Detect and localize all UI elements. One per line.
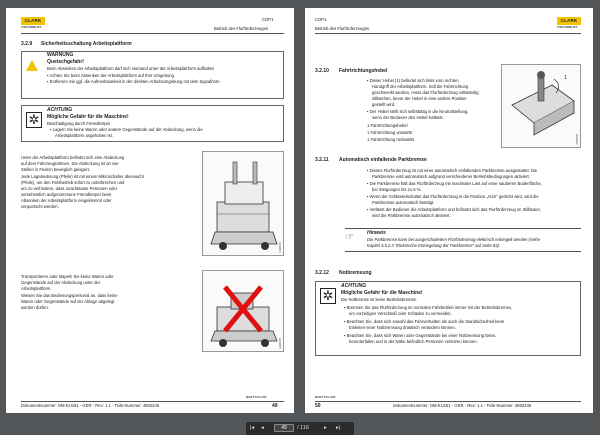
attention-bullet: herunterfallen und in der Nähe befindlich Personen verletzen können. <box>349 339 478 344</box>
warning-title: Quetschgefahr! <box>47 59 84 65</box>
body-line: Dieser Hebel (1) befindet sich links vom rechten <box>369 78 459 83</box>
body-line: auf dem Fahrzeugrahmen. Die Abdeckung ist an vier <box>21 161 119 166</box>
attention-bullet-2: Arbeitsplattform angehoben ist. <box>55 133 113 138</box>
section-title: Notbremsung <box>339 270 372 276</box>
page-number-input[interactable]: 49 <box>274 424 294 432</box>
logo-subtitle: THE FORKLIFT <box>557 25 578 29</box>
body-line: Absenken der Arbeitsplattform eingeklemmt oder <box>21 198 112 203</box>
body-line: Parkbremse wird automatisch aufgrund verschiedener Betriebsbedingungen aktiviert. <box>372 174 530 179</box>
attention-bullet: Einleiten einer Notbremsung drastisch verändern können. <box>349 325 456 330</box>
list-item: ▪ Bremsen Sie das Flurförderzeug im normalen Fahrbetrieb immer mit der Betriebsbremse, <box>344 305 513 310</box>
list-item: ▪ Beachten Sie, dass sich sowohl das Fahrverhalten als auch die Standsicherheit beim <box>344 319 505 324</box>
attention-label: ACHTUNG <box>47 107 72 113</box>
section-title: Fahrtrichtungshebel <box>339 68 388 74</box>
body-line: um zu verhindern, dass unachtsame Personen oder <box>21 186 118 191</box>
next-page-icon[interactable]: ▸ <box>324 425 327 431</box>
list-item: ▪ Achten Sie beim Absenken der Arbeitsplattform auf Ihre Umgebung. <box>47 73 176 78</box>
attention-intro: Die Notbremse ist keine Betriebsbremse. <box>341 297 418 302</box>
attention-bullet-1: Lagern Sie keine Waren oder andere Gegenstände auf der Abdeckung, wenn die <box>52 127 203 132</box>
body-line: versehentlich aufgenommene Fremdkörper beim <box>21 192 112 197</box>
clark-logo <box>557 17 581 25</box>
note-line: Die Parkbremse kann bei ausgeschaltetem Flurförderzeug elektrisch entriegelt werden (siehe <box>367 237 540 242</box>
body-line: werden dürfen. <box>21 305 49 310</box>
section-title: Automatisch einfallende Parkbremse <box>339 157 427 163</box>
attention-title: Mögliche Gefahr für die Maschine! <box>47 114 129 120</box>
note-line: Kapitel 3.5.2.3 "Elektrische Entriegelung der Parkbremse" auf Seite 83). <box>367 243 501 248</box>
body-line: (Pfeile), um den Fahrbetrieb sofort zu unterbrechen und <box>21 180 125 185</box>
warning-label: WARNUNG <box>47 52 74 58</box>
logo-subtitle: THE FORKLIFT <box>21 25 42 29</box>
figure-code: G00054 <box>278 242 282 253</box>
lever-illustration <box>501 64 581 148</box>
note-label: Hinweis <box>367 230 386 236</box>
body-line: Der Hebel stellt sich selbsttätig in die Neutralstellung, <box>369 109 469 114</box>
section-number: 3.2.12 <box>315 270 329 276</box>
list-item: ▪ Entfernen Sie ggf. die Aufmerksamkeit in der direkten Arbeitsumgebung mit dem Signalhorn <box>47 79 220 84</box>
header-code: COP1 <box>315 17 327 22</box>
footer-divider <box>21 401 284 402</box>
body-line: Unter der Arbeitsplattform befindet sich eine Abdeckung <box>21 155 125 160</box>
pdf-page-right <box>305 8 593 413</box>
body-line: Die Parkbremse hält das Flurförderzeug mit maximaler Last auf einer sauberen Bodenfläche, <box>369 181 542 186</box>
body-line: Wenn der Schlüsselschalter das Flurförderzeug in die Position „AUS" gedreht wird, wird die <box>369 194 539 199</box>
page-number: 50 <box>315 403 321 409</box>
body-line: Transportieren oder stapeln Sie keine Waren oder <box>21 274 114 279</box>
list-item: 1 Fahrtrichtungshebel <box>367 123 408 128</box>
list-item: ▪ Verlässt der Bediener die Arbeitsplattform und befindet sich das Flurförderzeug im Stillstand, <box>367 207 541 212</box>
note-divider-bottom <box>345 251 581 252</box>
svg-text:1: 1 <box>564 75 567 81</box>
last-page-icon[interactable]: ▸| <box>336 425 341 431</box>
forklift-prohibited-drawing <box>203 271 285 353</box>
header-subtitle: Betrieb des Flurförderzeuges <box>315 26 369 31</box>
body-line: Waren oder Gegenstände auf der Ablage abgelegt <box>21 299 115 304</box>
note-divider-top <box>345 228 581 229</box>
body-line: Weisen Sie das Bedienungspersonal an, dass keine <box>21 293 118 298</box>
list-item: 1 Fahrtrichtung rückwärts <box>367 137 415 142</box>
section-number: 3.2.10 <box>315 68 329 74</box>
note-hand-icon: ☞ <box>345 232 354 243</box>
section-title: Sicherheitsschaltung Arbeitsplattform <box>41 41 132 47</box>
body-line: zerquetscht werden. <box>21 204 59 209</box>
section-number: 3.2.11 <box>315 157 329 163</box>
attention-bullet: Bremsen Sie das Flurförderzeug im normalen Fahrbetrieb immer mit der Betriebsbremse, <box>346 305 513 310</box>
page-total: / 116 <box>297 425 309 431</box>
section-number: 3.2.9 <box>21 41 33 47</box>
forklift-platform-drawing <box>203 152 285 257</box>
header-divider <box>21 33 284 34</box>
body-line: Parkbremse automatisch betätigt. <box>372 200 435 205</box>
figure-code: G00062 <box>575 134 579 145</box>
page-number: 49 <box>272 403 278 409</box>
page-navigation-toolbar <box>246 422 354 435</box>
footer-divider <box>315 401 581 402</box>
body-line: wird die Parkbremse automatisch aktiviert. <box>372 213 451 218</box>
body-line: gestellt wird. <box>372 102 396 107</box>
list-item: ▪ Der Hebel stellt sich selbsttätig in die Neutralstellung, <box>367 109 469 114</box>
attention-title: Mögliche Gefahr für die Maschine! <box>341 290 423 296</box>
footer-tagline: BUILT TO LAST <box>246 395 267 399</box>
list-item: ▪ Dieser Hebel (1) befindet sich links vom rechten <box>367 78 459 83</box>
footer-docnumber: Dokumentnummer: OM-EU191 - GER - Rev: 1.1 - Teile-Nummer: 4582245 <box>393 403 532 408</box>
body-line: Arbeitsplattform. <box>21 286 52 291</box>
list-item: 1 Fahrtrichtung vorwärts <box>367 130 413 135</box>
body-line: wenn der Bediener den Hebel loslässt. <box>372 115 444 120</box>
prohibited-illustration <box>202 270 284 352</box>
warning-bullet-2: Entfernen Sie ggf. die Aufmerksamkeit in der direkten Arbeitsumgebung mit dem Signalhorn <box>49 79 220 84</box>
logo-text: CLARK <box>24 18 42 23</box>
body-line: Gegenstände auf der Abdeckung unter der <box>21 280 101 285</box>
footer-tagline: BUILT TO LAST <box>315 395 336 399</box>
header-code: COP1 <box>262 17 274 22</box>
gear-hand-icon: ✲ <box>26 112 42 128</box>
figure-code: G00055 <box>278 338 282 349</box>
list-item: ▪ Dieses Flurförderzeug ist mit einer automatisch einfallenden Parkbremse ausgestattet. Die <box>367 168 538 173</box>
platform-illustration <box>202 151 284 256</box>
body-line: Verlässt der Bediener die Arbeitsplattform und befindet sich das Flurförderzeug im Stillstand, <box>369 207 541 212</box>
list-item: ▪ Beachten Sie, dass sich Waren oder Gegenstände bei einer Notbremsung lösen, <box>344 333 497 338</box>
logo-text: CLARK <box>560 18 578 23</box>
list-item: ▪ Lagern Sie keine Waren oder andere Gegenstände auf der Abdeckung, wenn die <box>50 127 203 132</box>
body-line: stillstehen, bevor der Hebel in eine andere Position <box>372 96 467 101</box>
body-line: Handgriff der Arbeitsplattform. Soll die Fahrtrichtung <box>372 84 469 89</box>
list-item: ▪ Wenn der Schlüsselschalter das Flurförderzeug in die Position „AUS" gedreht wird, wird die <box>367 194 539 199</box>
direction-lever-drawing <box>502 65 582 149</box>
header-subtitle: Betrieb des Flurförderzeuges <box>214 26 268 31</box>
pdf-page-left <box>6 8 294 413</box>
body-line: Stellen in Federn beweglich gelagert. <box>21 167 90 172</box>
warning-intro: Beim Absenken der Arbeitsplattform darf sich niemand unter der Arbeitsplattform aufhalten <box>47 66 215 71</box>
first-page-icon[interactable]: |◂ <box>250 425 255 431</box>
attention-label: ACHTUNG <box>341 283 366 289</box>
list-item: ▪ Die Parkbremse hält das Flurförderzeug mit maximaler Last auf einer sauberen Bodenfläche, <box>367 181 542 186</box>
body-line: Jede Lageänderung (Pfeile) ist mit einem Mikroschalter überwacht <box>21 174 144 179</box>
prev-page-icon[interactable]: ◂ <box>261 425 264 431</box>
warning-bullet-1: Achten Sie beim Absenken der Arbeitsplattform auf Ihre Umgebung. <box>49 73 176 78</box>
body-line: Dieses Flurförderzeug ist mit einer automatisch einfallenden Parkbremse ausgestattet. Die <box>369 168 538 173</box>
body-line: bei Steigungen bis zu 5 %. <box>372 187 422 192</box>
clark-logo <box>21 17 45 25</box>
attention-intro: Beschädigung durch Fremdkörper <box>47 121 111 126</box>
attention-bullet: Beachten Sie, dass sich Waren oder Gegenstände bei einer Notbremsung lösen, <box>346 333 497 338</box>
attention-bullet: um vorzeitigen Verschleiß oder Schäden zu vermeiden. <box>349 311 452 316</box>
gear-hand-icon: ✲ <box>320 288 336 304</box>
footer-docnumber: Dokumentnummer: OM-EU191 - GER - Rev: 1.1 - Teile-Nummer: 4582245 <box>21 403 160 408</box>
attention-bullet: Beachten Sie, dass sich sowohl das Fahrverhalten als auch die Standsicherheit beim <box>346 319 505 324</box>
header-divider <box>315 33 581 34</box>
body-line: geschwenkt werden, muss das Flurförderzeug vollständig <box>372 90 479 95</box>
warning-triangle-icon <box>26 60 38 71</box>
